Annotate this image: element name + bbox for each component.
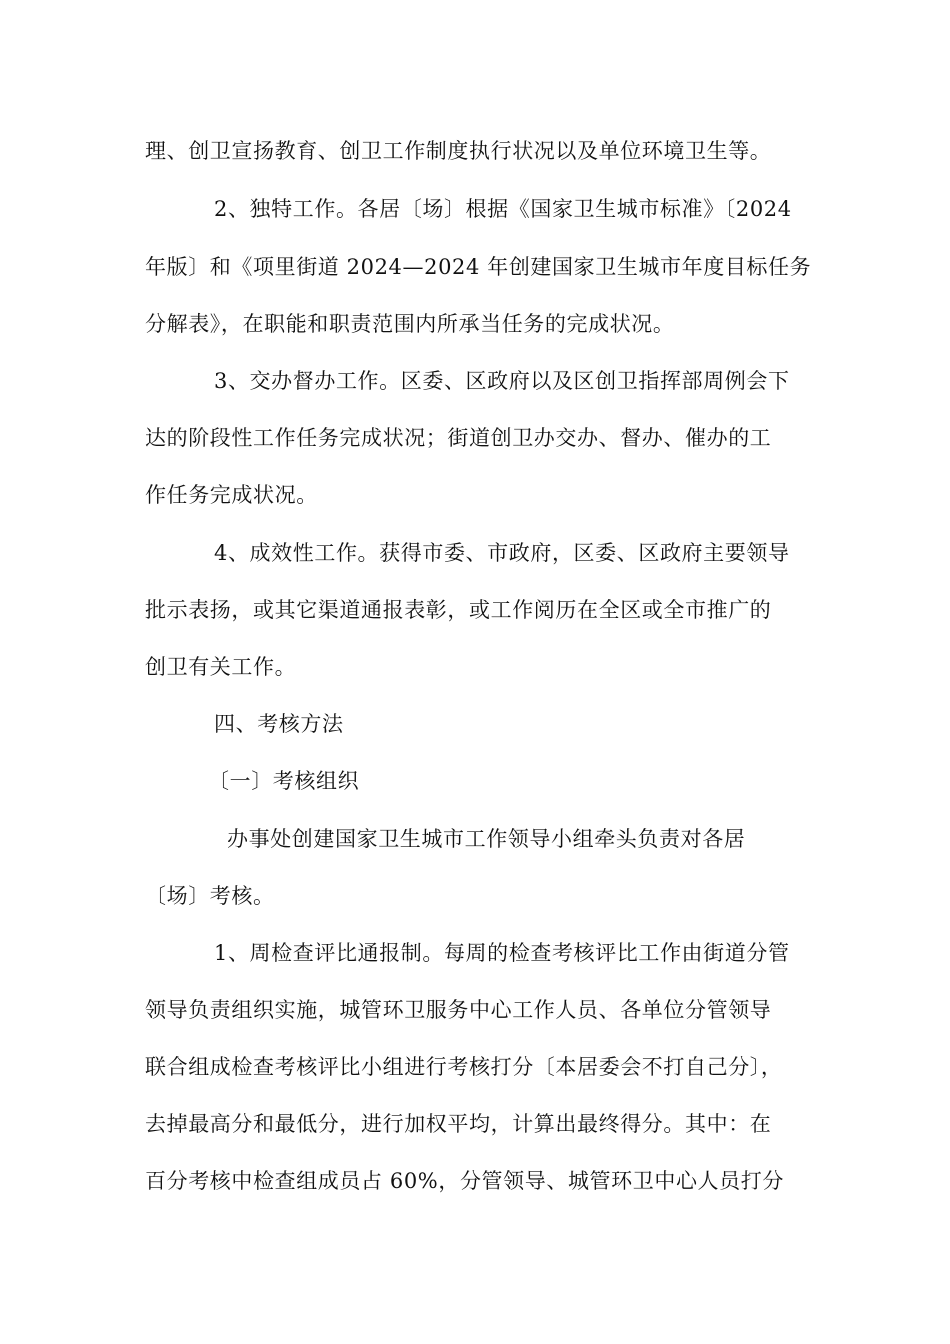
text-line: 批示表扬，或其它渠道通报表彰，或工作阅历在全区或全市推广的 (145, 598, 772, 622)
text-line: 联合组成检查考核评比小组进行考核打分〔本居委会不打自己分〕， (145, 1055, 783, 1079)
text-line: 3、交办督办工作。区委、区政府以及区创卫指挥部周例会下 (214, 369, 790, 393)
text-line: 1、周检查评比通报制。每周的检查考核评比工作由街道分管 (214, 941, 790, 965)
section-heading: 四、考核方法 (214, 712, 344, 736)
text-line: 2、独特工作。各居〔场〕根据《国家卫生城市标准》〔2024 (214, 197, 792, 221)
subsection-heading: 〔一〕考核组织 (208, 769, 360, 793)
text-line: 达的阶段性工作任务完成状况；街道创卫办交办、督办、催办的工 (145, 426, 772, 450)
text-line: 4、成效性工作。获得市委、市政府，区委、区政府主要领导 (214, 541, 790, 565)
text-line: 作任务完成状况。 (145, 483, 318, 507)
text-line: 去掉最高分和最低分，进行加权平均，计算出最终得分。其中：在 (145, 1112, 772, 1136)
text-line: 领导负责组织实施，城管环卫服务中心工作人员、各单位分管领导 (145, 998, 772, 1022)
text-line: 创卫有关工作。 (145, 655, 297, 679)
text-line: 理、创卫宣扬教育、创卫工作制度执行状况以及单位环境卫生等。 (145, 139, 772, 163)
text-line: 年版〕和《项里街道 2024—2024 年创建国家卫生城市年度目标任务 (145, 255, 812, 279)
text-line: 〔场〕考核。 (145, 884, 275, 908)
text-line: 办事处创建国家卫生城市工作领导小组牵头负责对各居 (227, 827, 746, 851)
text-line: 分解表》，在职能和职责范围内所承当任务的完成状况。 (145, 312, 675, 336)
text-line: 百分考核中检查组成员占 60%，分管领导、城管环卫中心人员打分 (145, 1169, 784, 1193)
